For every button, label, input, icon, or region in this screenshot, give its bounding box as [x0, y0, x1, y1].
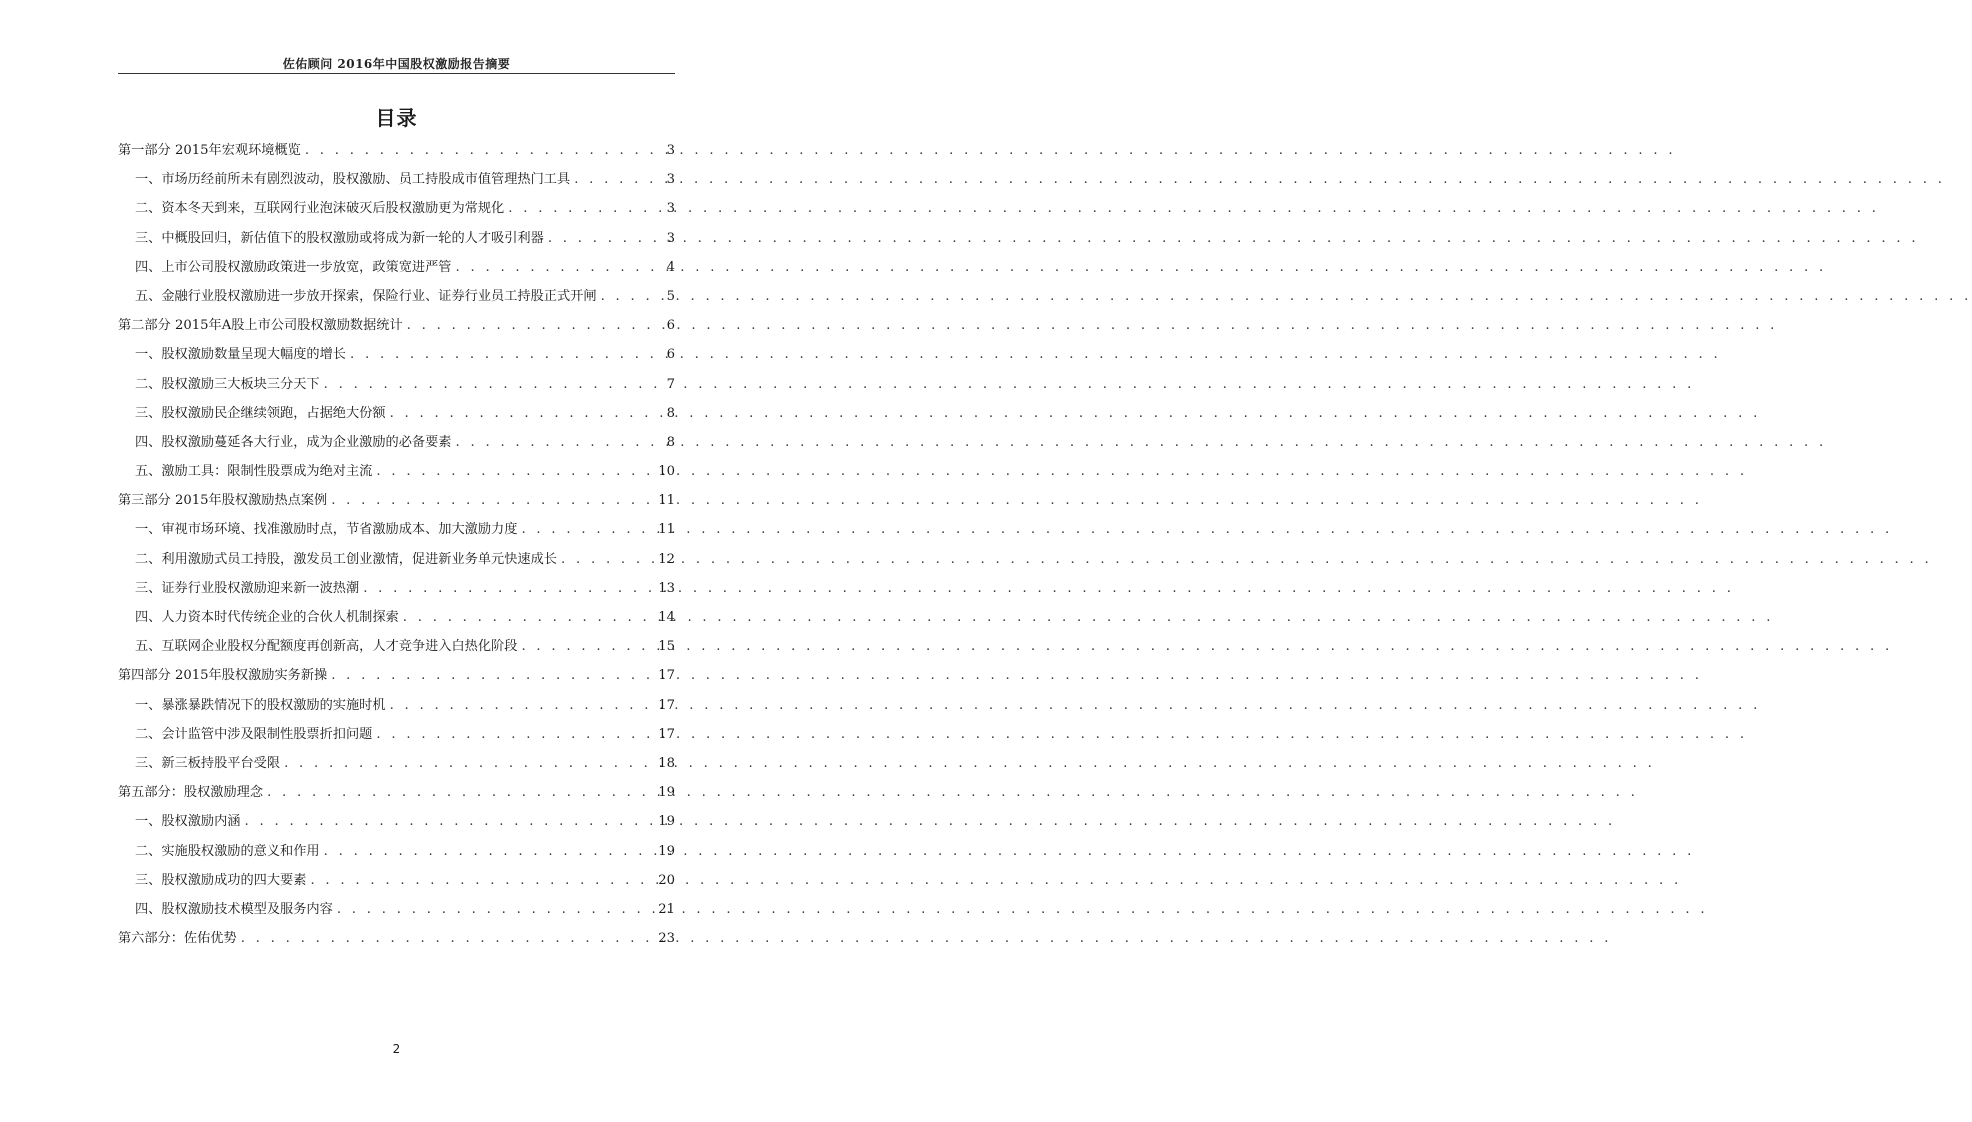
toc-entry-label: 三、中概股回归，新估值下的股权激励或将成为新一轮的人才吸引利器 [135, 230, 544, 246]
toc-section-entry[interactable] [118, 136, 675, 165]
toc-subsection-entry[interactable] [118, 574, 675, 603]
toc-dot-leader [456, 253, 662, 282]
toc-entry-label: 三、新三板持股平台受限 [135, 755, 281, 771]
header-divider [118, 73, 675, 74]
toc-entry-label: 二、实施股权激励的意义和作用 [135, 843, 320, 859]
toc-entry-label: 第二部分 2015年A股上市公司股权激励数据统计 [118, 318, 403, 334]
toc-entry-page-number: 7 [666, 376, 675, 392]
toc-entry-label: 一、市场历经前所未有剧烈波动，股权激励、员工持股成市值管理热门工具 [135, 172, 571, 188]
toc-entry-page-number: 15 [658, 639, 675, 655]
toc-entry-page-number: 6 [666, 318, 675, 334]
toc-entry-label: 第四部分 2015年股权激励实务新操 [118, 668, 328, 684]
toc-entry-page-number: 8 [666, 405, 675, 421]
toc-dot-leader [363, 574, 654, 603]
toc-entry-label: 二、股权激励三大板块三分天下 [135, 376, 320, 392]
toc-entry-label: 第一部分 2015年宏观环境概览 [118, 143, 301, 158]
toc-entry-page-number: 14 [658, 610, 675, 625]
toc-entry-page-number: 23 [658, 931, 675, 947]
toc-entry-label: 四、股权激励技术模型及服务内容 [135, 901, 333, 917]
toc-dot-leader [521, 632, 654, 661]
toc-subsection-entry[interactable] [118, 428, 675, 457]
toc-entry-label: 三、证券行业股权激励迎来新一波热潮 [135, 580, 360, 596]
toc-entry-page-number: 5 [666, 288, 675, 304]
toc-entry-page-number: 11 [658, 493, 675, 509]
toc-section-entry[interactable] [118, 311, 675, 340]
toc-entry-page-number: 8 [666, 434, 675, 450]
toc-dot-leader [390, 691, 655, 720]
toc-entry-page-number: 3 [666, 230, 675, 246]
page-number: 2 [392, 1042, 401, 1056]
toc-section-entry[interactable] [118, 924, 675, 953]
toc-entry-page-number: 17 [658, 668, 675, 684]
toc-section-entry[interactable] [118, 486, 675, 515]
toc-entry-label: 四、人力资本时代传统企业的合伙人机制探索 [135, 610, 399, 625]
toc-subsection-entry[interactable] [118, 603, 675, 632]
toc-dot-leader [310, 866, 654, 895]
toc-dot-leader [337, 895, 654, 924]
toc-dot-leader [601, 282, 661, 311]
toc-dot-leader [267, 778, 654, 807]
toc-subsection-entry[interactable] [118, 165, 675, 194]
toc-entry-page-number: 21 [658, 901, 675, 917]
toc-dot-leader [574, 165, 661, 194]
toc-entry-label: 二、利用激励式员工持股，激发员工创业激情，促进新业务单元快速成长 [135, 551, 557, 567]
toc-entry-page-number: 3 [666, 201, 675, 217]
toc-dot-leader [350, 340, 661, 369]
toc-entry-page-number: 11 [658, 522, 675, 538]
toc-subsection-entry[interactable] [118, 545, 675, 574]
toc-subsection-entry[interactable] [118, 370, 675, 399]
toc-subsection-entry[interactable] [118, 282, 675, 311]
toc-dot-leader [521, 515, 654, 544]
toc-entry-page-number: 19 [658, 843, 675, 859]
toc-dot-leader [456, 428, 662, 457]
toc-subsection-entry[interactable] [118, 895, 675, 924]
toc-entry-label: 第六部分：佐佑优势 [118, 931, 237, 947]
toc-section-entry[interactable] [118, 778, 675, 807]
toc-entry-label: 四、上市公司股权激励政策进一步放宽，政策宽进严管 [135, 259, 452, 275]
toc-entry-page-number: 13 [658, 580, 675, 596]
toc-subsection-entry[interactable] [118, 224, 675, 253]
toc-entry-label: 三、股权激励民企继续领跑，占据绝大份额 [135, 405, 386, 421]
toc-entry-label: 三、股权激励成功的四大要素 [135, 872, 307, 888]
toc-subsection-entry[interactable] [118, 632, 675, 661]
toc-entry-page-number: 20 [658, 872, 675, 888]
toc-subsection-entry[interactable] [118, 253, 675, 282]
toc-dot-leader [245, 807, 655, 836]
toc-entry-page-number: 19 [658, 814, 675, 830]
toc-entry-label: 二、会计监管中涉及限制性股票折扣问题 [135, 726, 373, 742]
toc-dot-leader [331, 661, 654, 690]
toc-dot-leader [324, 370, 661, 399]
toc-subsection-entry[interactable] [118, 340, 675, 369]
toc-entry-label: 一、审视市场环境、找准激励时点，节省激励成本、加大激励力度 [135, 522, 518, 538]
toc-entry-label: 第三部分 2015年股权激励热点案例 [118, 493, 328, 509]
toc-entry-label: 五、金融行业股权激励进一步放开探索，保险行业、证券行业员工持股正式开闸 [135, 288, 597, 304]
toc-entry-label: 二、资本冬天到来，互联网行业泡沫破灭后股权激励更为常规化 [135, 201, 505, 217]
toc-subsection-entry[interactable] [118, 837, 675, 866]
toc-entry-page-number: 3 [666, 143, 675, 158]
toc-dot-leader [284, 749, 654, 778]
toc-dot-leader [508, 194, 661, 223]
toc-entry-label: 一、股权激励内涵 [135, 814, 241, 830]
toc-subsection-entry[interactable] [118, 691, 675, 720]
toc-entry-label: 第五部分：股权激励理念 [118, 785, 264, 801]
toc-entry-label: 五、互联网企业股权分配额度再创新高，人才竞争进入白热化阶段 [135, 639, 518, 655]
toc-entry-page-number: 17 [658, 726, 675, 742]
toc-entry-page-number: 19 [658, 785, 675, 801]
toc-entry-page-number: 3 [666, 172, 675, 188]
toc-dot-leader [324, 837, 655, 866]
toc-subsection-entry[interactable] [118, 807, 675, 836]
toc-entry-page-number: 6 [666, 347, 675, 363]
toc-entry-page-number: 10 [658, 464, 675, 480]
toc-dot-leader [241, 924, 655, 953]
toc-subsection-entry[interactable] [118, 194, 675, 223]
toc-entry-label: 一、股权激励数量呈现大幅度的增长 [135, 347, 346, 363]
toc-title: 目录 [375, 106, 418, 130]
toc-subsection-entry[interactable] [118, 457, 675, 486]
toc-subsection-entry[interactable] [118, 749, 675, 778]
table-of-contents [118, 136, 675, 953]
toc-subsection-entry[interactable] [118, 720, 675, 749]
toc-subsection-entry[interactable] [118, 866, 675, 895]
toc-entry-page-number: 4 [666, 259, 675, 275]
toc-entry-page-number: 18 [658, 755, 675, 771]
toc-dot-leader [390, 399, 661, 428]
toc-entry-label: 一、暴涨暴跌情况下的股权激励的实施时机 [135, 697, 386, 713]
toc-entry-page-number: 17 [658, 697, 675, 713]
toc-subsection-entry[interactable] [118, 399, 675, 428]
toc-dot-leader [407, 311, 661, 340]
toc-entry-label: 五、激励工具：限制性股票成为绝对主流 [135, 464, 373, 480]
toc-dot-leader [305, 136, 661, 165]
toc-section-entry[interactable] [118, 661, 675, 690]
toc-entry-label: 四、股权激励蔓延各大行业，成为企业激励的必备要素 [135, 434, 452, 450]
toc-dot-leader [548, 224, 661, 253]
toc-dot-leader [403, 603, 654, 632]
toc-subsection-entry[interactable] [118, 515, 675, 544]
running-header: 佐佑顾问 2016年中国股权激励报告摘要 [282, 57, 511, 71]
toc-dot-leader [561, 545, 654, 574]
toc-entry-page-number: 12 [658, 551, 675, 567]
toc-dot-leader [331, 486, 654, 515]
toc-dot-leader [376, 457, 654, 486]
toc-dot-leader [376, 720, 654, 749]
